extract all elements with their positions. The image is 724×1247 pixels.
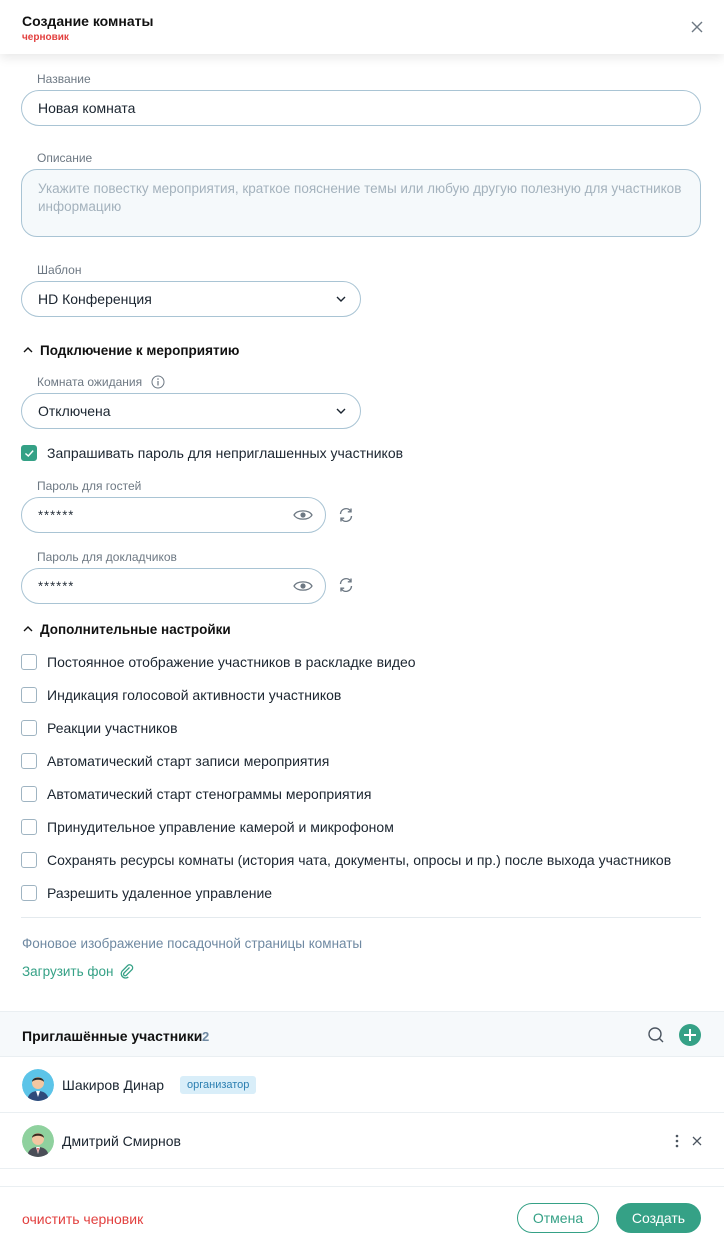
dialog-footer <box>0 1186 724 1247</box>
description-textarea[interactable] <box>21 169 701 237</box>
participants-header <box>0 1011 724 1057</box>
guest-password-value: ****** <box>38 507 75 523</box>
template-value: HD Конференция <box>38 291 152 307</box>
name-label: Название <box>37 72 91 86</box>
template-select[interactable] <box>21 281 361 317</box>
option-checkbox[interactable] <box>21 654 37 670</box>
waiting-room-select[interactable] <box>21 393 361 429</box>
guest-password-input[interactable] <box>21 497 326 533</box>
checkmark-icon <box>23 447 36 460</box>
option-label: Автоматический старт записи мероприятия <box>47 753 330 769</box>
option-checkbox[interactable] <box>21 687 37 703</box>
draft-status: черновик <box>22 32 69 43</box>
waiting-room-label-text: Комната ожидания <box>37 375 143 389</box>
avatar <box>22 1125 54 1157</box>
ask-password-checkbox[interactable] <box>21 445 37 461</box>
option-label: Принудительное управление камерой и микрофоном <box>47 819 394 835</box>
info-icon[interactable] <box>151 375 165 389</box>
participants-count: 2 <box>202 1029 210 1044</box>
upload-background-label: Загрузить фон <box>22 964 114 979</box>
search-icon[interactable] <box>647 1026 665 1044</box>
ask-password-label: Запрашивать пароль для неприглашенных участников <box>47 445 404 461</box>
upload-background-link[interactable] <box>22 963 135 979</box>
refresh-icon[interactable] <box>337 576 355 594</box>
option-label: Разрешить удаленное управление <box>47 885 273 901</box>
chevron-down-icon <box>334 292 348 306</box>
speaker-password-value: ****** <box>38 578 75 594</box>
name-input[interactable] <box>21 90 701 126</box>
option-checkbox[interactable] <box>21 753 37 769</box>
create-button[interactable]: Создать <box>616 1203 701 1233</box>
description-label: Описание <box>37 151 93 165</box>
speaker-password-label: Пароль для докладчиков <box>37 550 177 564</box>
participant-row[interactable] <box>0 1057 724 1113</box>
refresh-icon[interactable] <box>337 506 355 524</box>
option-checkbox[interactable] <box>21 720 37 736</box>
option-label: Постоянное отображение участников в раскладке видео <box>47 654 416 670</box>
add-participant-button[interactable] <box>679 1024 701 1046</box>
speaker-password-input[interactable] <box>21 568 326 604</box>
option-label: Реакции участников <box>47 720 178 736</box>
avatar <box>22 1069 54 1101</box>
template-label: Шаблон <box>37 263 82 277</box>
option-checkbox[interactable] <box>21 819 37 835</box>
participant-name: Шакиров Динар <box>62 1077 165 1093</box>
more-vertical-icon[interactable] <box>670 1133 684 1149</box>
divider <box>21 917 701 918</box>
connection-section-toggle[interactable] <box>22 343 239 358</box>
advanced-section-toggle[interactable] <box>22 622 231 637</box>
waiting-room-label <box>37 375 165 389</box>
option-checkbox[interactable] <box>21 885 37 901</box>
dialog-title: Создание комнаты <box>22 13 154 29</box>
connection-section-title: Подключение к мероприятию <box>40 343 240 358</box>
avatar-image <box>22 1069 54 1101</box>
option-label: Индикация голосовой активности участников <box>47 687 342 703</box>
option-label: Сохранять ресурсы комнаты (история чата, документы, опросы и пр.) после выхода участников <box>47 852 672 868</box>
paperclip-icon <box>119 963 135 979</box>
eye-icon[interactable] <box>293 508 313 522</box>
waiting-room-value: Отключена <box>38 403 111 419</box>
participant-row[interactable] <box>0 1113 724 1169</box>
dialog-header <box>0 0 724 54</box>
background-label: Фоновое изображение посадочной страницы комнаты <box>22 936 363 951</box>
guest-password-label: Пароль для гостей <box>37 479 142 493</box>
participants-title: Приглашённые участники <box>22 1028 203 1044</box>
close-icon[interactable] <box>688 18 706 36</box>
option-checkbox[interactable] <box>21 852 37 868</box>
clear-draft-link[interactable]: очистить черновик <box>22 1211 144 1227</box>
name-value: Новая комната <box>38 100 136 116</box>
participant-name: Дмитрий Смирнов <box>62 1133 181 1149</box>
option-checkbox[interactable] <box>21 786 37 802</box>
avatar-image <box>22 1125 54 1157</box>
description-placeholder: Укажите повестку мероприятия, краткое пояснение темы или любую другую полезную для участников информацию <box>38 181 682 214</box>
option-label: Автоматический старт стенограммы мероприятия <box>47 786 372 802</box>
advanced-section-title: Дополнительные настройки <box>40 622 231 637</box>
chevron-down-icon <box>334 404 348 418</box>
eye-icon[interactable] <box>293 579 313 593</box>
close-icon[interactable] <box>690 1134 704 1148</box>
chevron-up-icon <box>22 344 34 356</box>
cancel-button[interactable]: Отмена <box>517 1203 599 1233</box>
plus-icon <box>679 1024 701 1046</box>
chevron-up-icon <box>22 623 34 635</box>
role-badge: организатор <box>180 1076 256 1094</box>
